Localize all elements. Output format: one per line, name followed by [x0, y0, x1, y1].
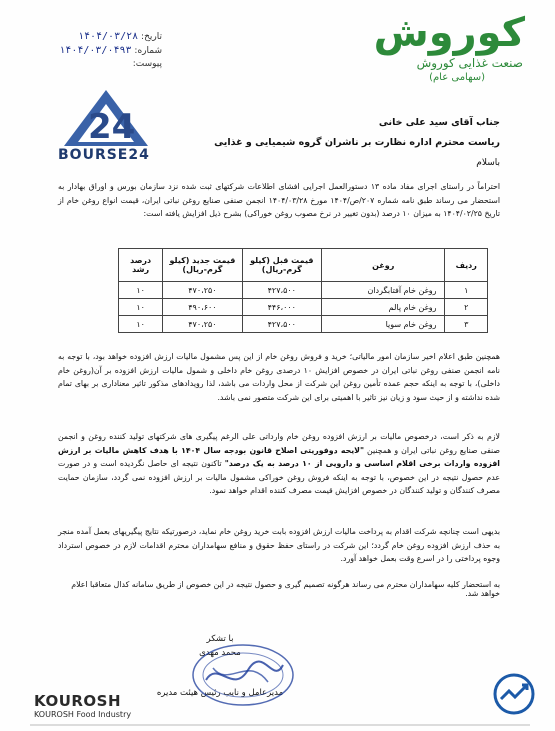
cell-new-price: ۴۷۰،۲۵۰	[163, 282, 242, 299]
cell-oil: روغن خام سویا	[321, 316, 445, 333]
paragraph-vat: همچنین طبق اعلام اخیر سازمان امور مالیاتی؛ خرید و فروش روغن خام از این پس مشمول مالیات ارزش افزوده خواهد بود، با توجه به نامه انجمن صنفی روغن نباتی ایران در خصوص افزایش ۱۰ درصدی روغن خام داخلی و شمول مالیات ارزش افزوده بر آن(روغن خام داخلی)، با توجه به اینکه حجم عمده تأمین روغن این شرکت از محل واردات می باشد، لذا رویدادهای مذکور تاثیر معناداری بر بهای تمام شده نداشته و از حیث سود و زیان نیز تاثیر با اهمیتی برای این شرکت متصور نمی باشد.	[58, 352, 500, 402]
cell-row: ۱	[445, 282, 488, 299]
certification-badge-icon	[493, 673, 535, 715]
footer-sub: KOUROSH Food Industry	[34, 710, 132, 719]
header-oil: روغن	[321, 249, 445, 282]
paragraph-bill-start: لازم به ذکر است، درخصوص مالیات بر ارزش افزوده روغن خام وارداتی علی الرغم پیگیری های شرکتهای تولید کننده روغن و انجمن صنفی صنایع روغن نباتی ایران و همچنین	[58, 432, 500, 455]
footer-logo	[34, 692, 174, 719]
cell-growth: ۱۰	[119, 282, 163, 299]
table-row	[119, 282, 488, 299]
closing-note: به استحضار کلیه سهامداران محترم می رساند هرگونه تصمیم گیری و حصول نتیجه در این خصوص از طریق سامانه کدال متعاقبا اعلام خواهد شد.	[71, 580, 500, 598]
paragraph-bill	[58, 430, 500, 498]
table-header-row	[119, 249, 488, 282]
cell-old-price: ۴۲۷،۵۰۰	[242, 282, 321, 299]
header-row-number: ردیف	[445, 249, 488, 282]
cell-old-price: ۴۲۷،۵۰۰	[242, 316, 321, 333]
table-row	[119, 299, 488, 316]
cell-new-price: ۴۹۰،۶۰۰	[163, 299, 242, 316]
company-type: (سهامی عام)	[429, 72, 485, 83]
number-line	[52, 44, 162, 58]
attachment-line	[52, 58, 162, 71]
cell-oil: روغن خام آفتابگردان	[321, 282, 445, 299]
recipient-block	[170, 113, 500, 153]
cell-oil: روغن خام پالم	[321, 299, 445, 316]
attachment-label: پیوست:	[132, 59, 162, 69]
signature-role: مدیرعامل و نایب رئیس هیئت مدیره	[156, 688, 284, 698]
paragraph-refund: بدیهی است چنانچه شرکت اقدام به پرداخت مالیات ارزش افزوده بابت خرید روغن خام نماید، درصورتیکه نتایج پیگیریهای بعمل آمده منجر به حذف ارزش افزوده روغن خام گردد؛ این شرکت در راستای حفظ حقوق و منافع سهامداران محترم اقدامات لازم در خصوص استرداد وجوه پرداختی را در اسرع وقت بعمل خواهد آورد.	[58, 527, 500, 563]
company-logo	[365, 12, 525, 82]
number-label: شماره:	[134, 46, 162, 56]
signature-name: محمد مهدی	[199, 648, 241, 658]
signature-greeting: با تشکر	[206, 634, 234, 644]
number-value: ۱۴۰۴/۰۳/۰۴۹۳	[59, 45, 132, 56]
cell-growth: ۱۰	[119, 316, 163, 333]
paragraph-intro: احتراماً در راستای اجرای مفاد ماده ۱۳ دستورالعمل اجرایی افشای اطلاعات شرکتهای ثبت شده نزد سازمان بورس و اوراق بهادار به استحضار می رساند طبق نامه شماره ۲۰۷/ص/۱۴۰۴ مورخ ۱۴۰۴/۰۳/۲۸ انجمن صنفی صنایع روغن نباتی ایران، قیمت انواع روغن خام از تاریخ ۱۴۰۴/۰۲/۲۵ به میزان ۱۰ درصد (بدون تغییر در نرخ مصوب روغن خوراکی) بشرح ذیل افزایش یافته است:	[58, 182, 500, 218]
company-mark: کوروش	[373, 10, 525, 56]
recipient-title: ریاست محترم اداره نظارت بر ناشران گروه شیمیایی و غذایی	[214, 137, 500, 148]
header-old-price: قیمت قبل (کیلو گرم-ریال)	[242, 249, 321, 282]
header-growth: درصد رشد	[119, 249, 163, 282]
cell-old-price: ۴۴۶،۰۰۰	[242, 299, 321, 316]
price-table	[118, 248, 488, 333]
date-value: ۱۴۰۴/۰۳/۲۸	[77, 31, 139, 42]
date-line	[52, 30, 162, 44]
footer-rule-icon	[30, 722, 530, 728]
cell-growth: ۱۰	[119, 299, 163, 316]
footer-brand: KOUROSH	[34, 692, 122, 710]
svg-text:24: 24	[88, 107, 136, 147]
cell-row: ۳	[445, 316, 488, 333]
company-name: صنعت غذایی کوروش	[416, 56, 523, 70]
footer-address-line	[30, 722, 530, 730]
paragraph-bill-bold: "لایحه دوفوریتی اصلاح قانون بودجه سال ۱۴۰۴ با هدف کاهش مالیات بر ارزش افزوده واردات برخی اقلام اساسی و دارویی از ۱۰ درصد به یک درصد"	[58, 445, 500, 468]
stamp-icon	[188, 640, 298, 710]
salutation: باسلام	[476, 158, 500, 168]
bourse24-brand: BOURSE24	[58, 147, 150, 163]
cell-new-price: ۴۷۰،۲۵۰	[163, 316, 242, 333]
reference-block	[52, 30, 162, 71]
cell-row: ۲	[445, 299, 488, 316]
paragraph-bill-end: تاکنون نتیجه ای حاصل نگردیده است و در صورت عدم حصول نتیجه در این خصوص، با توجه به اینکه فروش روغن خوراکی مشمول مالیات بر ارزش افزوده نمی گردد، سازمان حمایت مصرف کنندگان و تولید کنندگان در خصوص افزایش قیمت مصرف کننده اقدام خواهد نمود.	[58, 459, 500, 495]
header-new-price: قیمت جدید (کیلو گرم-ریال)	[163, 249, 242, 282]
recipient-name: جناب آقای سید علی خانی	[378, 117, 500, 128]
table-row	[119, 316, 488, 333]
date-label: تاریخ:	[141, 32, 162, 42]
